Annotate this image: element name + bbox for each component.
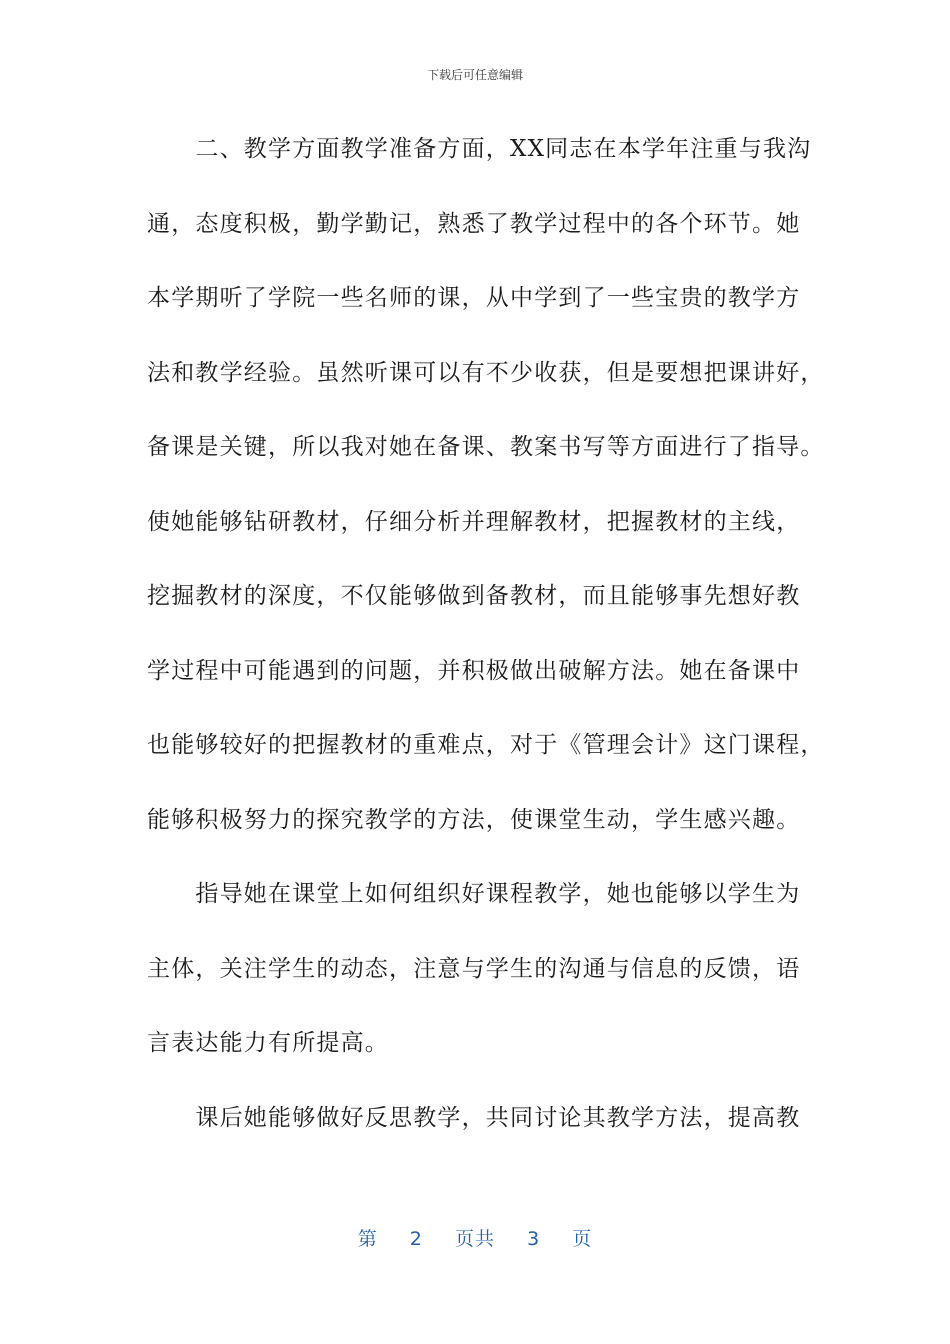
text-line: 挖掘教材的深度，不仅能够做到备教材，而且能够事先想好教 [147,583,801,609]
text-line: 能够积极努力的探究教学的方法，使课堂生动，学生感兴趣。 [147,806,801,833]
text-line: 使她能够钻研教材，仔细分析并理解教材，把握教材的主线， [147,508,801,535]
footer-total-pages: 3 [527,1228,541,1250]
text-line: 备课是关键，所以我对她在备课、教案书写等方面进行了指导。 [147,434,825,460]
text-line: 学过程中可能遇到的问题，并积极做出破解方法。她在备课中 [147,657,801,684]
page-header: 下载后可任意编辑 [426,68,523,82]
text-line: 通，态度积极，勤学勤记，熟悉了教学过程中的各个环节。她 [147,210,801,237]
footer-prefix: 第 [357,1228,378,1250]
document-body [147,112,827,1155]
text-line: 本学期听了学院一些名师的课，从中学到了一些宝贵的教学方 [147,285,801,311]
text-line: 法和教学经验。虽然听课可以有不少收获，但是要想把课讲好， [147,359,825,386]
text-line: 主体，关注学生的动态，注意与学生的沟通与信息的反馈，语 [147,955,801,982]
text-line: 课后她能够做好反思教学，共同讨论其教学方法，提高教 [147,1104,801,1131]
footer-middle: 页共 [454,1228,495,1250]
page-footer [0,1224,950,1251]
footer-suffix: 页 [572,1228,593,1250]
text-line: 言表达能力有所提高。 [147,1030,389,1056]
footer-page-number: 2 [409,1228,423,1250]
text-line: 也能够较好的把握教材的重难点，对于《管理会计》这门课程， [147,732,825,758]
text-line: 指导她在课堂上如何组织好课程教学，她也能够以学生为 [147,881,801,907]
text-line: 二、教学方面教学准备方面，XX同志在本学年注重与我沟 [147,136,812,162]
